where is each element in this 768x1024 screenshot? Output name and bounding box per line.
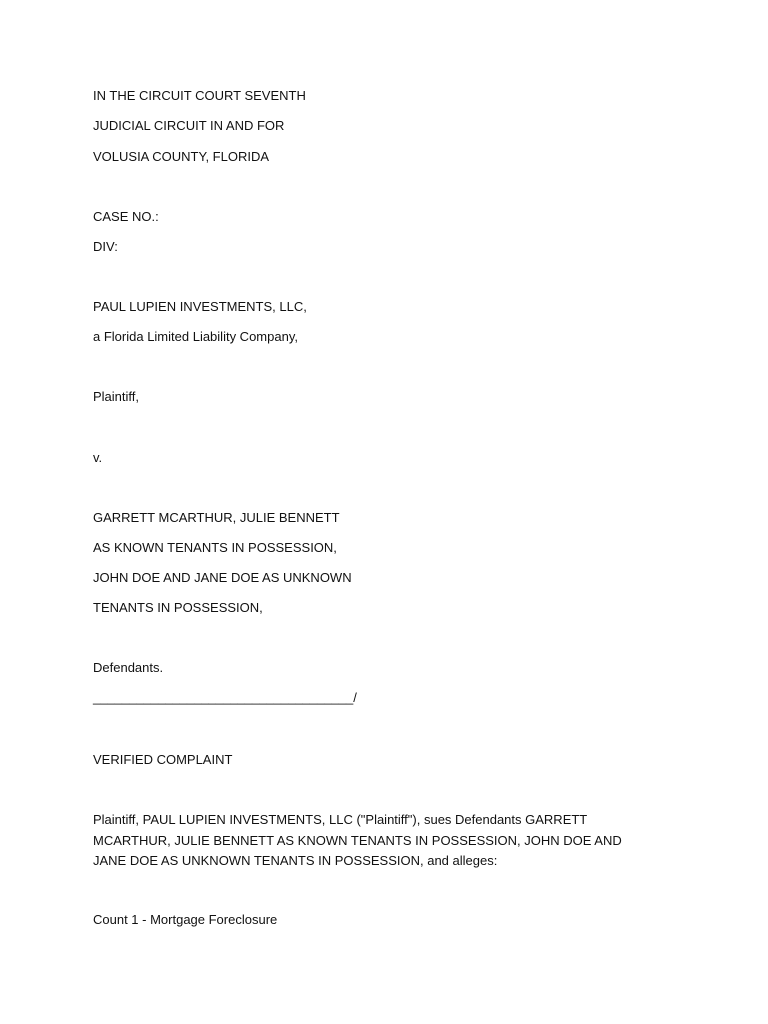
plaintiff-description: a Florida Limited Liability Company, [93, 329, 298, 344]
defendant-line-1: GARRETT MCARTHUR, JULIE BENNETT [93, 510, 340, 525]
defendant-line-4: TENANTS IN POSSESSION, [93, 600, 263, 615]
court-line-1: IN THE CIRCUIT COURT SEVENTH [93, 88, 306, 103]
defendant-role: Defendants. [93, 660, 164, 675]
count-heading: Count 1 - Mortgage Foreclosure [93, 912, 278, 927]
plaintiff-name: PAUL LUPIEN INVESTMENTS, LLC, [93, 299, 307, 314]
plaintiff-role: Plaintiff, [93, 389, 140, 404]
court-line-2: JUDICIAL CIRCUIT IN AND FOR [93, 118, 285, 133]
intro-paragraph: Plaintiff, PAUL LUPIEN INVESTMENTS, LLC ("Plaintiff"), sues Defendants GARRETT MCARTHUR, JULIE BENNETT AS KNOWN TENANTS IN POSSESSION, JOHN DOE AND JANE DOE AS UNKNOWN TENANTS IN POSSESSION, and alleges: [93, 812, 622, 868]
versus-label: v. [93, 450, 103, 465]
division-label: DIV: [93, 239, 118, 254]
court-line-3: VOLUSIA COUNTY, FLORIDA [93, 149, 270, 164]
defendant-line-3: JOHN DOE AND JANE DOE AS UNKNOWN [93, 570, 352, 585]
defendant-line-2: AS KNOWN TENANTS IN POSSESSION, [93, 540, 337, 555]
case-number-label: CASE NO.: [93, 209, 159, 224]
caption-separator: ____________________________________/ [93, 690, 357, 705]
document-title: VERIFIED COMPLAINT [93, 752, 233, 767]
